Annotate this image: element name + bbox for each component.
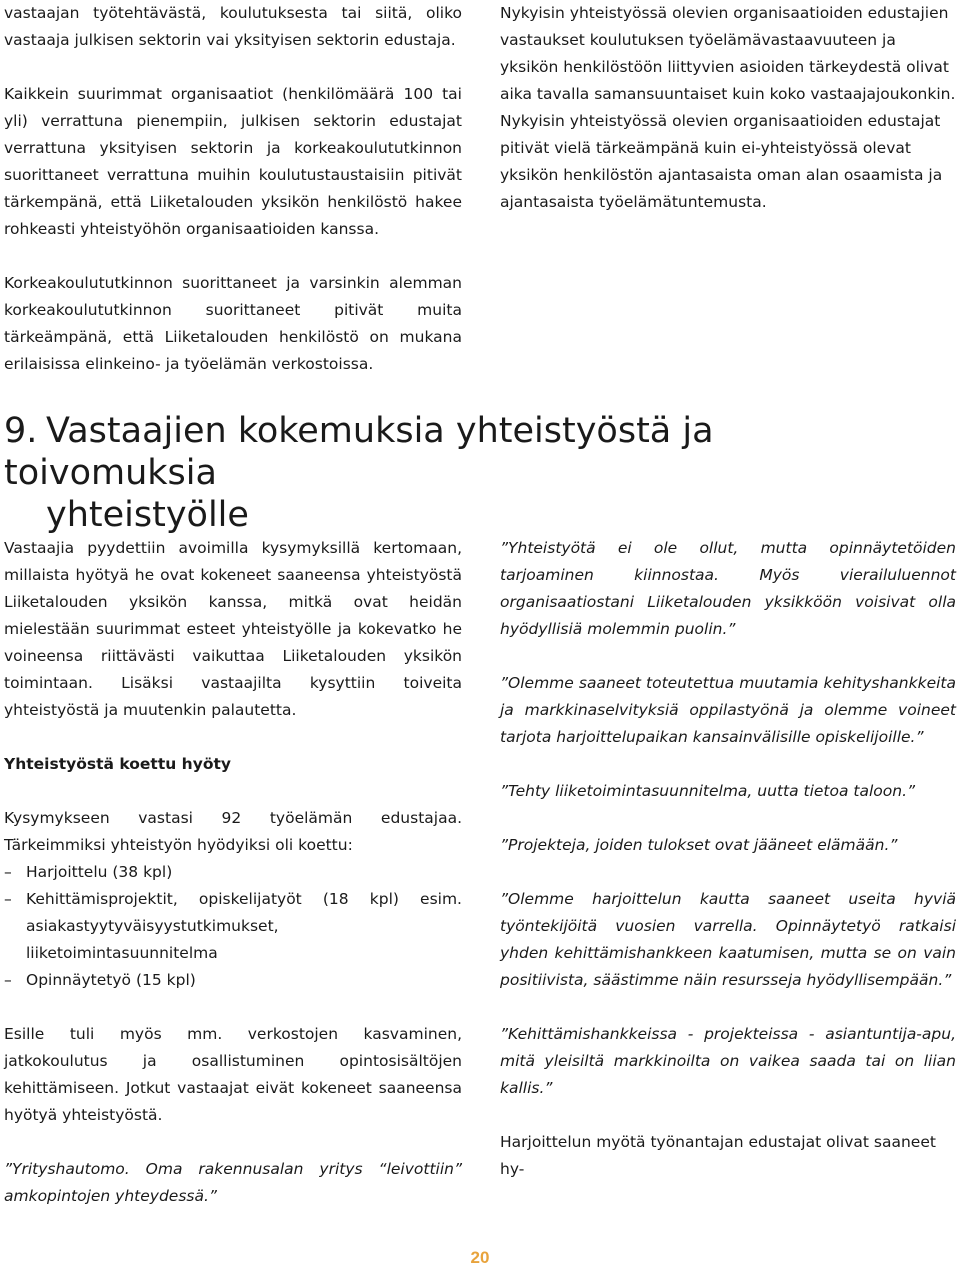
quote: ”Olemme saaneet toteutettua muutamia kehityshankkeita ja markkinaselvityksiä oppilastyönä ja olemme voineet tarjota harjoittelupaikan kansainvälisille opiskelijoille.” <box>500 674 956 746</box>
section-title-line2: yhteistyölle <box>46 495 249 535</box>
quote: ”Yrityshautomo. Oma rakennusalan yritys “leivottiin” amkopintojen yhteydessä.” <box>4 1160 462 1205</box>
paragraph: Esille tuli myös mm. verkostojen kasvaminen, jatkokoulutus ja osallistuminen opintosisältöjen kehittämiseen. Jotkut vastaajat eivät kokeneet saaneensa hyötyä yhteistyöstä. <box>4 1025 462 1124</box>
dash-marker: – <box>4 890 12 908</box>
quote: ”Yhteistyötä ei ole ollut, mutta opinnäytetöiden tarjoaminen kiinnostaa. Myös vierailuluennot organisaatiostani Liiketalouden yksikköön voisivat olla hyödyllisiä molemmin puolin.” <box>500 539 956 638</box>
lead-paragraph: Kysymykseen vastasi 92 työelämän edustajaa. Tärkeimmiksi yhteistyön hyödyiksi oli koettu: <box>4 809 462 854</box>
quote: ”Kehittämishankkeissa - projekteissa - asiantuntija-apu, mitä yleisiltä markkinoilta on vaikea saada tai on liian kallis.” <box>500 1025 956 1097</box>
intro-paragraph: Vastaajia pyydettiin avoimilla kysymyksillä kertomaan, millaista hyötyä he ovat kokeneet saaneensa yhteistyöstä Liiketalouden yksikön kanssa, mitkä ovat heidän mielestään suurimmat esteet yhteistyölle ja kokevatko he voineensa riittävästi vaikuttaa Liiketalouden yksikön toimintaan. Lisäksi vastaajilta kysyttiin toiveita yhteistyöstä ja muutenkin palautetta. <box>4 539 462 719</box>
section-title-line1: Vastaajien kokemuksia yhteistyöstä ja toivomuksia <box>4 411 714 493</box>
section-number: 9. <box>4 411 38 451</box>
paragraph: vastaajan työtehtävästä, koulutuksesta tai siitä, oliko vastaaja julkisen sektorin vai yksityisen sektorin edustaja. <box>4 4 462 49</box>
paragraph: Nykyisin yhteistyössä olevien organisaatioiden edustajien vastaukset koulutuksen työelämävastaavuuteen ja yksikön henkilöstöön liittyvien asioiden tärkeydestä olivat aika tavalla samansuuntaiset kuin koko vastaajajoukonkin. Nykyisin yhteistyössä olevien organisaatioiden edustajat pitivät vielä tärkeämpänä kuin ei-yhteistyössä olevat yksikön henkilöstön ajantasaista oman alan osaamista ja ajantasaista työelämätuntemusta. <box>500 4 956 211</box>
bottom-right-column <box>500 535 956 1210</box>
paragraph: Harjoittelun myötä työnantajan edustajat olivat saaneet hy- <box>500 1133 936 1178</box>
dash-marker: – <box>4 971 12 989</box>
page-number: 20 <box>470 1248 490 1267</box>
top-left-column <box>4 0 462 405</box>
list-item: – Harjoittelu (38 kpl) <box>4 859 462 886</box>
section-heading <box>4 410 904 536</box>
quote: ”Tehty liiketoimintasuunnitelma, uutta tietoa taloon.” <box>500 782 916 800</box>
subheading: Yhteistyöstä koettu hyöty <box>4 755 231 773</box>
quote: ”Olemme harjoittelun kautta saaneet useita hyviä työntekijöitä vuosien varrella. Opinnäytetyö ratkaisi yhden kehittämishankkeen kaatumisen, mutta se on vain positiivista, säästimme näin resursseja hyödyllisempään.” <box>500 890 956 989</box>
dash-marker: – <box>4 863 12 881</box>
benefits-list <box>4 859 462 994</box>
paragraph: Kaikkein suurimmat organisaatiot (henkilömäärä 100 tai yli) verrattuna pienempiin, julkisen sektorin edustajat verrattuna yksityisen sektorin ja korkeakoulututkinnon suorittaneet verrattuna muihin koulutustaustaisiin pitivät tärkempänä, että Liiketalouden yksikön henkilöstö hakee rohkeasti yhteistyöhön organisaatioiden kanssa. <box>4 85 462 238</box>
quote: ”Projekteja, joiden tulokset ovat jääneet elämään.” <box>500 836 898 854</box>
bottom-left-column <box>4 535 462 1237</box>
top-right-column <box>500 0 956 243</box>
paragraph: Korkeakoulututkinnon suorittaneet ja varsinkin alemman korkeakoulututkinnon suorittaneet pitivät muita tärkeämpänä, että Liiketalouden henkilöstö on mukana erilaisissa elinkeino- ja työelämän verkostoissa. <box>4 274 462 373</box>
list-item: – Kehittämisprojektit, opiskelijatyöt (18 kpl) esim. asiakastyytyväisyystutkimukset, liiketoimintasuunnitelma <box>4 886 462 967</box>
list-item: – Opinnäytetyö (15 kpl) <box>4 967 462 994</box>
